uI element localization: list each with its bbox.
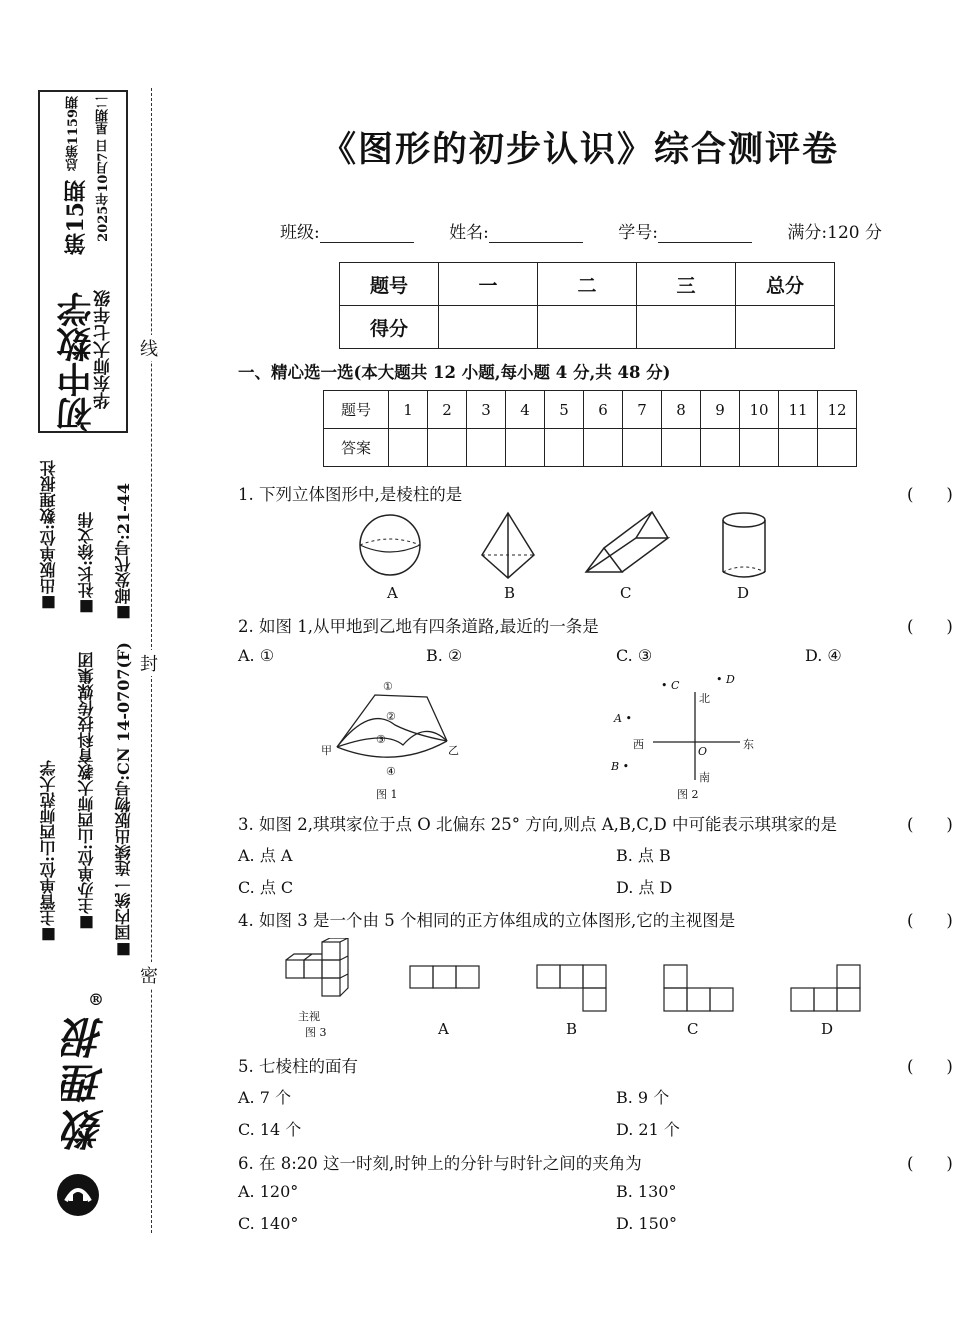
- answer-paren-1[interactable]: ( ): [907, 485, 953, 504]
- name-field[interactable]: [489, 224, 583, 243]
- q1-label-d: D: [737, 584, 750, 602]
- score-header: 二: [538, 263, 637, 306]
- brand-logo: [50, 990, 110, 1225]
- answer-cell[interactable]: [818, 429, 857, 467]
- margin-mark-xian: 线: [140, 335, 158, 361]
- answer-cell[interactable]: [779, 429, 818, 467]
- answer-cell[interactable]: [428, 429, 467, 467]
- fig2-caption: 图 2: [677, 788, 699, 801]
- q5-option-a[interactable]: A. 7 个: [238, 1088, 291, 1107]
- brand-name: 数理报: [61, 1013, 110, 1151]
- answer-paren-4[interactable]: ( ): [907, 911, 953, 930]
- answer-cell[interactable]: [467, 429, 506, 467]
- q4-label-c: C: [687, 1020, 699, 1038]
- triangular-prism-figure: [582, 506, 672, 578]
- margin-mark-mi: 密: [140, 962, 158, 988]
- question-number: 7: [623, 391, 662, 429]
- question-6: 6. 在 8:20 这一时刻,时钟上的分针与时针之间的夹角为: [238, 1154, 642, 1173]
- brand-registered-mark: ®: [88, 990, 104, 1009]
- newspaper-name: 初中数学: [56, 292, 97, 432]
- q4-label-d: D: [821, 1020, 834, 1038]
- cylinder-figure: [719, 510, 769, 582]
- question-number: 1: [389, 391, 428, 429]
- q6-option-a[interactable]: A. 120°: [238, 1182, 299, 1201]
- question-number: 11: [779, 391, 818, 429]
- score-cell[interactable]: [538, 306, 637, 349]
- fig1-start: 甲: [321, 744, 332, 757]
- brand-emblem-icon: [54, 1171, 102, 1219]
- sphere-figure: [357, 512, 423, 578]
- fig2-point-c: • C: [661, 679, 680, 692]
- question-number: 10: [740, 391, 779, 429]
- score-header: 题号: [340, 263, 439, 306]
- score-cell[interactable]: [637, 306, 736, 349]
- score-cell[interactable]: [736, 306, 835, 349]
- score-header: 三: [637, 263, 736, 306]
- q1-label-b: B: [504, 584, 516, 602]
- answer-cell[interactable]: [389, 429, 428, 467]
- fig2-origin: O: [698, 745, 708, 758]
- q1-label-c: C: [620, 584, 632, 602]
- question-3: 3. 如图 2,琪琪家位于点 O 北偏东 25° 方向,则点 A,B,C,D 中可能表示琪琪家的是: [238, 815, 838, 834]
- answer-table: [323, 390, 857, 467]
- question-2: 2. 如图 1,从甲地到乙地有四条道路,最近的一条是: [238, 617, 599, 636]
- q6-option-b[interactable]: B. 130°: [616, 1182, 677, 1201]
- q2-option-a[interactable]: A. ①: [238, 646, 275, 665]
- question-number: 5: [545, 391, 584, 429]
- q5-option-b[interactable]: B. 9 个: [616, 1088, 670, 1107]
- answer-paren-3[interactable]: ( ): [907, 815, 953, 834]
- full-score: 满分:120 分: [787, 223, 883, 243]
- figure-3-cubes: [284, 938, 364, 1000]
- id-field[interactable]: [658, 224, 752, 243]
- issue-date: 2025年10月7日 星期二: [96, 96, 111, 242]
- q4-option-a-figure: [409, 965, 481, 989]
- question-number: 2: [428, 391, 467, 429]
- fig3-caption: 图 3: [305, 1026, 327, 1039]
- q6-option-d[interactable]: D. 150°: [616, 1214, 677, 1233]
- question-number: 4: [506, 391, 545, 429]
- question-number: 12: [818, 391, 857, 429]
- q5-option-c[interactable]: C. 14 个: [238, 1120, 302, 1139]
- fig2-west: 西: [633, 738, 644, 751]
- question-4: 4. 如图 3 是一个由 5 个相同的正方体组成的立体图形,它的主视图是: [238, 911, 736, 930]
- question-number: 6: [584, 391, 623, 429]
- answer-cell[interactable]: [506, 429, 545, 467]
- supervisor: ■主管单位:山西师范大学: [39, 760, 58, 945]
- question-1: 1. 下列立体图形中,是棱柱的是: [238, 485, 463, 504]
- fig1-road-2: ②: [386, 710, 396, 723]
- q2-option-c[interactable]: C. ③: [616, 646, 653, 665]
- fig1-end: 乙: [448, 744, 459, 757]
- question-number: 3: [467, 391, 506, 429]
- id-label: 学号:: [618, 223, 659, 243]
- q4-option-d-figure: [790, 964, 862, 1012]
- issue-number: 第15期: [63, 180, 89, 255]
- q3-option-c[interactable]: C. 点 C: [238, 878, 294, 897]
- class-field[interactable]: [320, 224, 414, 243]
- question-number: 8: [662, 391, 701, 429]
- answer-paren-6[interactable]: ( ): [907, 1154, 953, 1173]
- answer-paren-5[interactable]: ( ): [907, 1057, 953, 1076]
- answer-paren-2[interactable]: ( ): [907, 617, 953, 636]
- q3-option-d[interactable]: D. 点 D: [616, 878, 673, 897]
- president: ■社长:徐文伟: [77, 512, 96, 617]
- name-label: 姓名:: [449, 223, 489, 243]
- postcode: ■邮发代号:21-44: [114, 483, 133, 624]
- answer-cell[interactable]: [584, 429, 623, 467]
- fig2-point-a: A •: [614, 712, 632, 725]
- fig1-caption: 图 1: [376, 788, 398, 801]
- fig1-road-1: ①: [383, 680, 393, 693]
- fig1-road-4: ④: [386, 765, 396, 778]
- answer-cell[interactable]: [740, 429, 779, 467]
- score-table: [339, 262, 835, 349]
- q4-label-b: B: [566, 1020, 578, 1038]
- q3-option-b[interactable]: B. 点 B: [616, 846, 671, 865]
- answer-cell[interactable]: [623, 429, 662, 467]
- fig2-point-d: • D: [716, 673, 735, 686]
- q4-option-c-figure: [663, 964, 735, 1012]
- fig3-view-label: 主视: [298, 1010, 320, 1023]
- cn-number: ■国内统一连续出版物号:CN 14-0707(F): [114, 642, 133, 960]
- question-5: 5. 七棱柱的面有: [238, 1057, 358, 1076]
- score-header: 总分: [736, 263, 835, 306]
- score-row-label: 得分: [340, 306, 439, 349]
- q6-option-c[interactable]: C. 140°: [238, 1214, 299, 1233]
- score-cell[interactable]: [439, 306, 538, 349]
- answer-cell[interactable]: [545, 429, 584, 467]
- answer-table-a-label: 答案: [324, 429, 389, 467]
- publisher: ■出版单位:数理报社: [39, 460, 58, 613]
- q4-option-b-figure: [536, 964, 608, 1012]
- fig2-south: 南: [699, 771, 710, 784]
- pyramid-figure: [478, 510, 538, 582]
- student-info-row: [280, 218, 882, 243]
- q4-label-a: A: [438, 1020, 449, 1038]
- class-label: 班级:: [280, 223, 320, 243]
- score-header: 一: [439, 263, 538, 306]
- fig1-road-3: ③: [376, 733, 386, 746]
- answer-cell[interactable]: [701, 429, 740, 467]
- q2-option-b[interactable]: B. ②: [426, 646, 463, 665]
- page-title: 《图形的初步认识》综合测评卷: [320, 129, 839, 170]
- q5-option-d[interactable]: D. 21 个: [616, 1120, 680, 1139]
- sponsor: ■主办单位:山西师大教育科技传媒集团: [77, 652, 96, 933]
- answer-cell[interactable]: [662, 429, 701, 467]
- q3-option-a[interactable]: A. 点 A: [238, 846, 293, 865]
- question-number: 9: [701, 391, 740, 429]
- answer-table-q-label: 题号: [324, 391, 389, 429]
- fig2-north: 北: [699, 692, 710, 705]
- margin-mark-feng: 封: [140, 650, 158, 676]
- issue-total: 总第1159期: [66, 96, 81, 172]
- q1-label-a: A: [387, 584, 398, 602]
- section1-title: 一、精心选一选(本大题共 12 小题,每小题 4 分,共 48 分): [238, 363, 671, 382]
- q2-option-d[interactable]: D. ④: [805, 646, 842, 665]
- edition-label: 华东师大七年级: [94, 290, 114, 409]
- fig2-east: 东: [743, 738, 754, 751]
- fig2-point-b: B •: [611, 760, 630, 773]
